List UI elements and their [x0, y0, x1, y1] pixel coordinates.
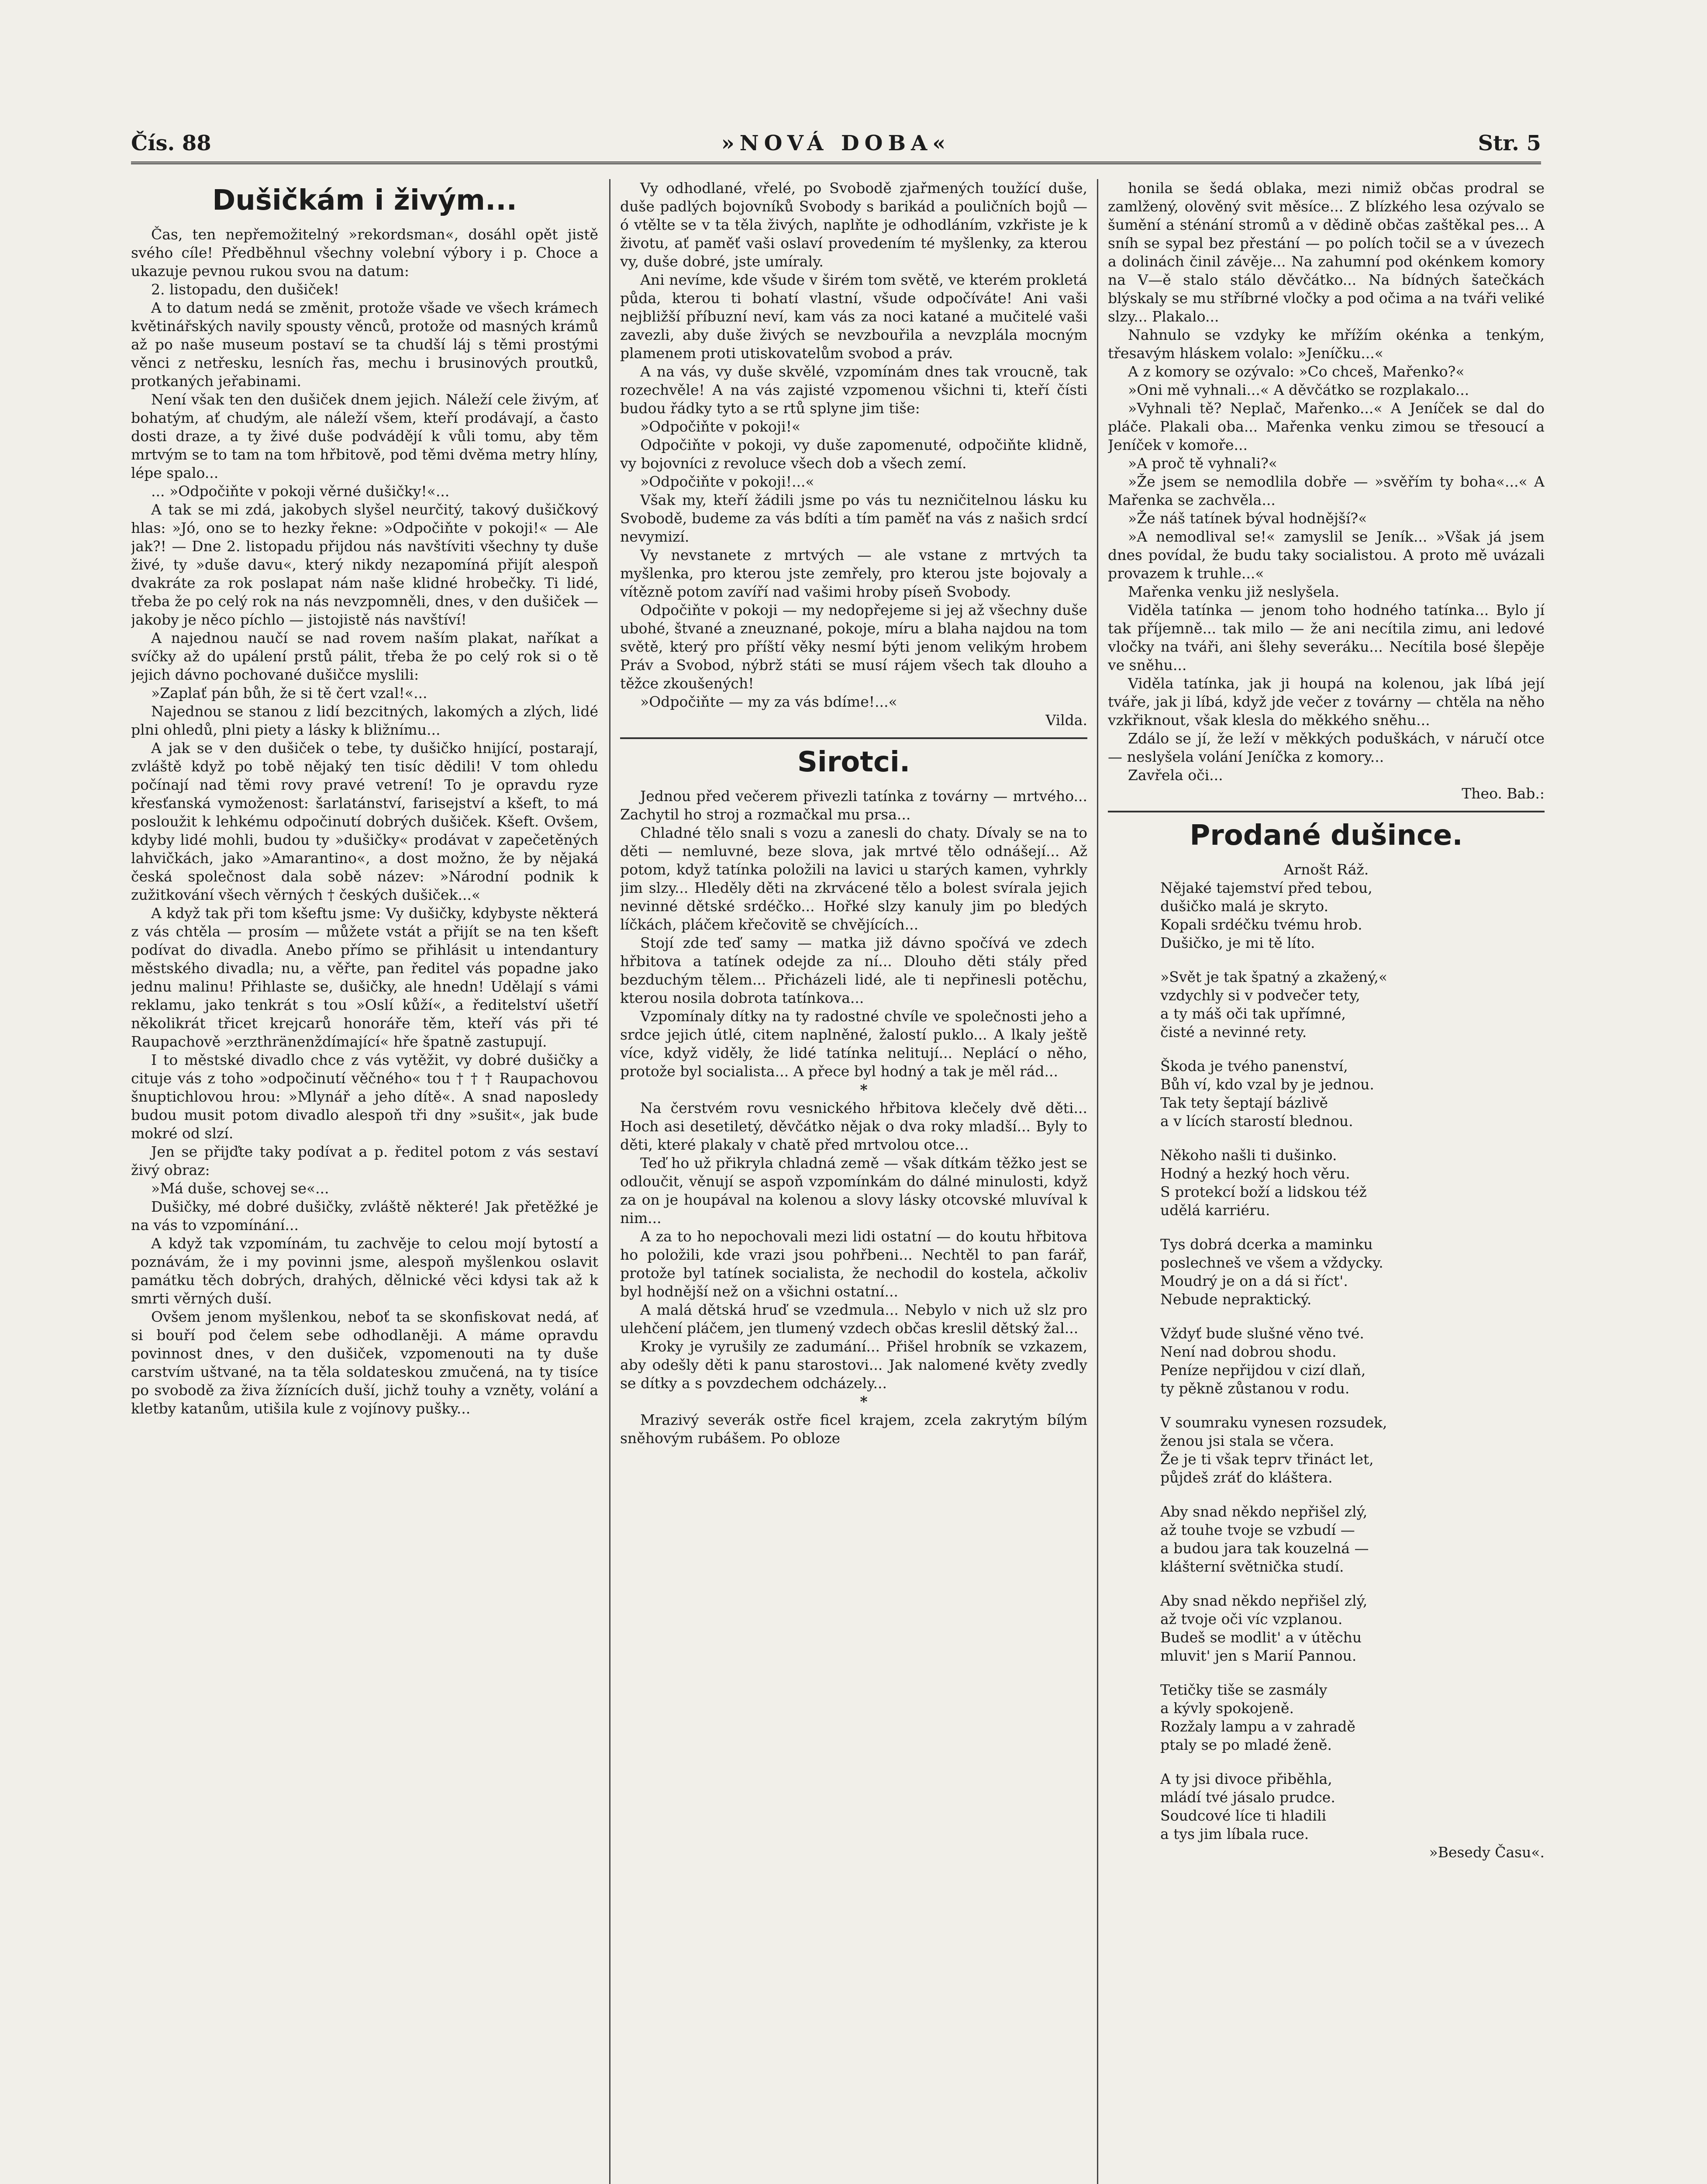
sirotci-paragraph: Teď ho už přikryla chladná země — však dítkám těžko jest se odloučit, věnují se aspoň vzpomínkám do dálné minulosti, když za on je houpával na kolenou a slovy lásky otcovské mluvíval k nim... [620, 1154, 1087, 1227]
poem-line: Hodný a hezký hoch věru. [1160, 1165, 1350, 1182]
poem-line: Rozžaly lampu a v zahradě [1160, 1718, 1355, 1735]
poem-line: Vždyť bude slušné věno tvé. [1160, 1325, 1364, 1342]
sirotci-end-paragraph: »A proč tě vyhnali?« [1128, 455, 1277, 472]
poem-line: Nebude nepraktický. [1160, 1291, 1312, 1308]
poem-line: dušičko malá je skryto. [1160, 898, 1329, 915]
poem-line: půjdeš zráť do kláštera. [1160, 1469, 1333, 1486]
sirotci-end-paragraph: Zavřela oči... [1128, 767, 1223, 784]
dusickam-paragraph: A to datum nedá se změnit, protože všade ve všech krámech květinářských navily spousty věnců, protože od masných krámů až po naše museum postaví se ta chudší láj s těmi prostými věnci z netřesku, lesních řas, mechu i brusinových proutků, protkaných jeřabinami. [131, 299, 598, 390]
dusickam-paragraph: Ovšem jenom myšlenkou, neboť ta se skonfiskovat nedá, ať si bouří pod čelem sebe odhodlaněji. A máme opravdu povinnost dnes, v den dušiček, vzpomenouti na ty duše carstvím uštvané, na ta těla soldateskou zmučená, na ty tisíce po svobodě za živa žíznících duší, jichž touhy a vzněty, volání a kletby katanům, utišila kule z vojínovy pušky... [131, 1308, 598, 1417]
poem-line: klášterní světnička studí. [1160, 1558, 1344, 1575]
sirotci-paragraph: Mrazivý severák ostře ficel krajem, zcela zakrytým bílým sněhovým rubášem. Po obloze [620, 1411, 1087, 1447]
poem-line: vzdychly si v podvečer tety, [1160, 987, 1360, 1004]
vzpominka-paragraph: Vy nevstanete z mrtvých — ale vstane z mrtvých ta myšlenka, pro kterou jste zemřely, pro kterou jste bojovaly a vítězně potom zavíří nad vašimi hroby píseň Svobody. [620, 546, 1087, 600]
poem-line: ty pěkně zůstanou v rodu. [1160, 1380, 1350, 1397]
poem-separator [1108, 811, 1545, 812]
dusickam-paragraph: Dušičky, mé dobré dušičky, zvláště některé! Jak přetěžké je na vás to vzpomínání... [131, 1198, 598, 1234]
poem-line: Aby snad někdo nepřišel zlý, [1160, 1503, 1368, 1520]
sirotci-end-paragraph: Viděla tatínka, jak ji houpá na kolenou, jak líbá její tváře, jak ji líbá, když jde večer z továrny — chtěla na něho vzkřiknout, však klesla do měkkého sněhu... [1108, 675, 1545, 729]
vzpominka-paragraph: Odpočiňte v pokoji — my nedopřejeme si jej až všechny duše ubohé, štvané a zneuznané, pokoje, míru a blaha najdou na tom světě, který pro příští věky nesmí býti jenom velikým hrobem Práv a Svobod, nýbrž státi se musí rájem všech tak dlouho a těžce zkoušených! [620, 601, 1087, 692]
poem-line: a kývly spokojeně. [1160, 1700, 1294, 1717]
article-body-sirotci-end [1108, 179, 1545, 784]
poem-line: Tetičky tiše se zasmály [1160, 1681, 1328, 1698]
poem-line: Moudrý je on a dá si říct'. [1160, 1272, 1348, 1289]
poem-line: a budou jara tak kouzelná — [1160, 1540, 1369, 1557]
poem-line: až tvoje oči víc vzplanou. [1160, 1610, 1343, 1628]
poem-line: Tak tety šeptají bázlivě [1160, 1094, 1328, 1111]
column-divider-1 [609, 179, 610, 2184]
masthead-title: »NOVÁ DOBA« [721, 131, 951, 156]
dusickam-paragraph: »Má duše, schovej se«... [151, 1180, 329, 1197]
poem-line: V soumraku vynesen rozsudek, [1160, 1414, 1387, 1431]
column-divider-2 [1097, 179, 1098, 2184]
dusickam-paragraph: Není však ten den dušiček dnem jejich. Náleží cele živým, ať bohatým, ať chudým, ale náleží všem, kteří prodávají, a často dosti draze, a ty živé duše podvádějí k vůli tomu, aby těm mrtvým se to tam na tom hřbitově, pod těmi dvěma metry hlíny, lépe spalo... [131, 391, 598, 481]
dusickam-paragraph: A najednou naučí se nad rovem naším plakat, naříkat a svíčky až do upálení prstů pálit, třeba že po celý rok si o tě jejich dávno pochované dušičce myslili: [131, 629, 598, 683]
poem-line: a tys jim líbala ruce. [1160, 1825, 1309, 1842]
dusickam-paragraph: A když tak při tom kšeftu jsme: Vy dušičky, kdybyste některá z vás chtěla — prosím — můžete vstát a přijít se na ten kšeft podívat do divadla. Anebo přímo se přihlásit u intendantury městského divadla; nu, a věřte, pan ředitel vás popadne jako jednu malinu! Přihlaste se, dušičky, ale hnedn! Udělají s vámi reklamu, jako tenkrát s tou »Oslí kůží«, a ředitelství ušetří několikrát třicet krejcarů honoráře těm, kteří vás při té Raupachově »erzthränenždímající« hře špatně zastupují. [131, 905, 598, 1050]
dusickam-paragraph: Najednou se stanou z lidí bezcitných, lakomých a zlých, lidé plni ohledů, plni piety a lásky k bližnímu... [131, 703, 598, 738]
vzpominka-paragraph: »Odpočiňte — my za vás bdíme!...« [640, 693, 897, 710]
article-title-dusickam: Dušičkám i živým... [212, 184, 517, 217]
dusickam-paragraph: ... »Odpočiňte v pokoji věrné dušičky!«... [151, 483, 450, 500]
poem-title: Prodané dušince. [1190, 819, 1463, 852]
poem-line: Někoho našli ti dušinko. [1160, 1147, 1337, 1164]
sirotci-paragraph: Na čerstvém rovu vesnického hřbitova klečely dvě děti... Hoch asi desetiletý, děvčátko nějak o dva roky mladší... Byly to děti, které plakaly v chatě před mrtvolou otce... [620, 1099, 1087, 1153]
poem-line: Peníze nepřijdou v cizí dlaň, [1160, 1362, 1366, 1379]
dusickam-paragraph: I to městské divadlo chce z vás vytěžit, vy dobré dušičky a cituje vás z toho »odpočinutí věčného« tou † † † Raupachovou šnuptichlovou hrou: »Mlynář a jeho dítě«. A snad naposledy budou musit potom divadlo alespoň tři dny »sušit«, jak bude mokré od slzí. [131, 1051, 598, 1142]
poem-line: A ty jsi divoce přiběhla, [1160, 1770, 1332, 1787]
vzpominka-paragraph: Však my, kteří žádili jsme po vás tu nezničitelnou lásku ku Svobodě, budeme za vás bdíti a tím paměť na vás z našich srdcí nevymizí. [620, 491, 1087, 545]
poem-line: Kopali srdéčku tvému hrob. [1160, 916, 1362, 933]
poem-line: Bůh ví, kdo vzal by je jednou. [1160, 1076, 1374, 1093]
header-rule [131, 162, 1541, 164]
article-body-sirotci [620, 787, 1087, 1448]
article-title-sirotci: Sirotci. [797, 746, 910, 778]
column-3 [1108, 179, 1545, 2184]
sirotci-end-paragraph: Viděla tatínka — jenom toho hodného tatínka... Bylo jí tak příjemně... tak milo — že ani necítila zimu, ani ledové vločky na tváři, ani šlehy severáku... Necítila bosé šlepěje ve sněhu... [1108, 601, 1545, 674]
poem-line: ptaly se po mladé ženě. [1160, 1736, 1332, 1753]
poem-line: Nějaké tajemství před tebou, [1160, 879, 1372, 896]
vzpominka-paragraph: A na vás, vy duše skvělé, vzpomínám dnes tak vroucně, tak rozechvěle! A na vás zajisté vzpomenou všichni ti, kteří čísti budou řádky tyto a se rtů splyne jim tiše: [620, 363, 1087, 417]
sirotci-paragraph: A malá dětská hruď se vzedmula... Nebylo v nich už slz pro ulehčení pláčem, jen tlumený vzdech občas kreslil dětský žal... [620, 1301, 1087, 1337]
dusickam-paragraph: A když tak vzpomínám, tu zachvěje to celou mojí bytostí a poznávám, že i my povinni jsme, alespoň myšlenkou oslavit památku těch dobrých, drahých, dělnické věci kdysi tak až k smrti věrných duší. [131, 1235, 598, 1307]
poem-line: Že je ti však teprv třináct let, [1160, 1451, 1374, 1468]
page-header [131, 131, 1541, 162]
poem-line: Budeš se modlit' a v útěchu [1160, 1629, 1362, 1646]
poem-source: »Besedy Času«. [1429, 1844, 1545, 1861]
sirotci-end-paragraph: A z komory se ozývalo: »Co chceš, Mařenko?« [1128, 363, 1465, 380]
column-2 [620, 179, 1087, 2184]
column-1 [131, 179, 598, 2184]
sirotci-paragraph: Chladné tělo snali s vozu a zanesli do chaty. Dívaly se na to děti — nemluvné, beze slova, jak mrtvé tělo odnášejí... Až potom, když tatínka položili na lavici u starých kamen, vyhrkly jim slzy... Hleděly děti na zkrvácené tělo a bolest svírala jejich nevinné dětské srdéčko... Hořké slzy kanuly jim po bledých líčkách, pláčem křečovitě se chvějících... [620, 824, 1087, 933]
dusickam-paragraph: A tak se mi zdá, jakobych slyšel neurčitý, takový dušičkový hlas: »Jó, ono se to hezky řekne: »Odpočiňte v pokoji!« — Ale jak?! — Dne 2. listopadu přijdou nás navštíviti všechny ty duše živé, ty »duše davu«, který nikdy nezapomíná přijít alespoň dvakráte za rok poslapat nám naše klidné hrobečky. Ti lidé, třeba že po celý rok na nás nevzpomněli, dnes, v den dušiček — jakoby je něco píchlo — jistojistě nás navštíví! [131, 501, 598, 628]
dusickam-paragraph: Čas, ten nepřemožitelný »rekordsman«, dosáhl opět jistě svého cíle! Předběhnul všechny volební výbory i p. Choce a ukazuje pevnou rukou svou na datum: [131, 226, 598, 280]
poem-line: udělá karriéru. [1160, 1202, 1270, 1219]
poem-line: ženou jsi stala se včera. [1160, 1432, 1335, 1449]
vzpominka-paragraph: »Odpočiňte v pokoji!...« [640, 473, 814, 490]
sirotci-end-paragraph: »Že jsem se nemodlila dobře — »svěřím ty boha«...« A Mařenka se zachvěla... [1108, 473, 1545, 508]
sirotci-end-paragraph: »Vyhnali tě? Neplač, Mařenko...« A Jeníček se dal do pláče. Plakali oba... Mařenka venku zimou se třesoucí a Jeníček v komoře... [1108, 400, 1545, 453]
poem-line: Aby snad někdo nepřišel zlý, [1160, 1592, 1368, 1609]
page-number: Str. 5 [1478, 131, 1541, 156]
poem-line: a ty máš oči tak upřímné, [1160, 1005, 1346, 1022]
poem-line: Dušičko, je mi tě líto. [1160, 934, 1315, 951]
poem-author: Arnošt Ráž. [1283, 861, 1369, 878]
sirotci-end-paragraph: »Oni mě vyhnali...« A děvčátko se rozplakalo... [1128, 381, 1469, 398]
poem-line: Tys dobrá dcerka a maminku [1160, 1236, 1373, 1253]
dusickam-paragraph: A jak se v den dušiček o tebe, ty dušičko hnijící, postarají, zvláště když po tobě nějaký ten tisíc dědili! V tom ohledu počínají nad těmi rovy pravé vetrení! To je opravdu ryze křesťanská vymoženost: šarlatánství, farisejství a kšeft, to má posloužit k lehkému odpočinutí dobrých dušiček. Kšeft. Ovšem, kdyby lidé mohli, budou ty »dušičky« prodávat v zapečetěných lahvičkách, jako »Amarantino«, a dost možno, že by nějaká česká společnost dala sobě název: »Národní podnik k zužitkování všech věrných † českých dušiček...« [131, 740, 598, 903]
vzpominka-paragraph: »Odpočiňte v pokoji!« [640, 418, 801, 435]
article-body-continued [620, 179, 1087, 711]
article-separator [620, 737, 1087, 739]
sirotci-end-paragraph: honila se šedá oblaka, mezi nimiž občas prodral se zamlžený, olověný svit měsíce... Z blízkého lesa ozývalo se šumění a sténání stromů a v dědině občas zaštěkal pes... A sníh se sypal bez přestání — po polích točil se a v úvezech a dolinách činil závěje... Na zahumní pod okénkem komory na V—ě stalo stálo děvčátko... Na bídných šatečkách blýskaly se mu stříbrné vločky a pod očima a na tváři veliké slzy... Plakalo... [1108, 180, 1545, 325]
poem-line: čisté a nevinné rety. [1160, 1023, 1307, 1040]
sirotci-paragraph: Jednou před večerem přivezli tatínka z továrny — mrtvého... Zachytil ho stroj a rozmačkal mu prsa... [620, 788, 1087, 823]
sirotci-end-paragraph: »Že náš tatínek býval hodnější?« [1128, 510, 1367, 527]
sirotci-end-paragraph: Mařenka venku již neslyšela. [1128, 583, 1340, 600]
dusickam-paragraph: 2. listopadu, den dušiček! [151, 281, 339, 298]
vzpominka-paragraph: Odpočiňte v pokoji, vy duše zapomenuté, odpočiňte klidně, vy bojovníci z revoluce všech dob a všech zemí. [620, 436, 1087, 472]
sirotci-paragraph: A za to ho nepochovali mezi lidi ostatní — do koutu hřbitova ho položili, kde vrazi jsou pohřbeni... Nechtěl to pan farář, protože byl tatínek socialista, že nechodil do kostela, ačkoliv byl hodnější než on a všichni ostatní... [620, 1228, 1087, 1300]
vzpominka-paragraph: Ani nevíme, kde všude v širém tom světě, ve kterém prokletá půda, kterou ti bohatí vlastní, všude odpočíváte! Ani vaši nejbližší příbuzní neví, kam vás za noci katané a mučitelé vaši zavezli, aby duše živých se nevzbouřila a nevzplála mocným plamenem proti utiskovatelům svobod a práv. [620, 271, 1087, 362]
signature-vilda: Vilda. [1045, 712, 1087, 729]
poem-line: Škoda je tvého panenství, [1160, 1057, 1348, 1075]
article-body-dusickam [131, 225, 598, 1418]
sirotci-end-paragraph: Nahnulo se vzdyky ke mřížím okénka a tenkým, třesavým hláskem volalo: »Jeníčku...« [1108, 326, 1545, 362]
sirotci-paragraph: Stojí zde teď samy — matka již dávno spočívá ve zdech hřbitova a tatínek odejde za ní... Dlouho děti stály před bezduchým tělem... Přicházeli lidé, ale ti nepřinesli potěchu, kterou nosila dobrota tatínkova... [620, 934, 1087, 1006]
issue-number: Čís. 88 [131, 131, 211, 156]
sirotci-paragraph: Vzpomínaly dítky na ty radostné chvíle ve společnosti jeho a srdce jejich útlé, citem naplněné, žalostí puklo... A lkaly ještě více, když viděly, že lidé tatínka nelitují... Neplácí o něho, protože byl socialista... A přece byl hodný a tak je měl rád... [620, 1008, 1087, 1080]
sirotci-end-paragraph: »A nemodlival se!« zamyslil se Jeník... »Však já jsem dnes povídal, že budu taky socialistou. A proto mě uvázali provazem k truhle...« [1108, 528, 1545, 582]
sirotci-paragraph: * [860, 1081, 868, 1098]
sirotci-paragraph: * [860, 1393, 868, 1410]
poem-line: a v lících starostí blednou. [1160, 1113, 1353, 1130]
poem-body [1108, 879, 1545, 1843]
poem-line: Není nad dobrou shodu. [1160, 1343, 1337, 1360]
vzpominka-paragraph: Vy odhodlané, vřelé, po Svobodě zjařmených toužící duše, duše padlých bojovníků Svobody s barikád a pouličních bojů — ó vtělte se v ta těla živých, naplňte je odhodláním, vzkřiste je k životu, ať paměť vaši oslaví provedením té myšlenky, za kterou vy, duše dobré, jste umíraly. [620, 180, 1087, 270]
poem-line: poslechneš ve všem a vždycky. [1160, 1254, 1383, 1271]
dusickam-paragraph: Jen se přijďte taky podívat a p. ředitel potom z vás sestaví živý obraz: [131, 1143, 598, 1178]
poem-line: až touhe tvoje se vzbudí — [1160, 1521, 1355, 1538]
poem-line: mluvit' jen s Marií Pannou. [1160, 1647, 1357, 1664]
signature-theo: Theo. Bab.: [1462, 785, 1545, 802]
sirotci-paragraph: Kroky je vyrušily ze zadumání... Přišel hrobník se vzkazem, aby odešly děti k panu starostovi... Jak nalomené květy zvedly se dítky a s povzdechem odcházely... [620, 1338, 1087, 1392]
dusickam-paragraph: »Zaplať pán bůh, že si tě čert vzal!«... [151, 684, 428, 702]
poem-line: Soudcové líce ti hladili [1160, 1807, 1327, 1824]
sirotci-end-paragraph: Zdálo se jí, že leží v měkkých poduškách, v náručí otce — neslyšela volání Jeníčka z komory... [1108, 730, 1545, 765]
poem-line: »Svět je tak špatný a zkažený,« [1160, 968, 1388, 985]
poem-line: mládí tvé jásalo prudce. [1160, 1789, 1335, 1806]
poem-line: S protekcí boží a lidskou též [1160, 1183, 1367, 1200]
